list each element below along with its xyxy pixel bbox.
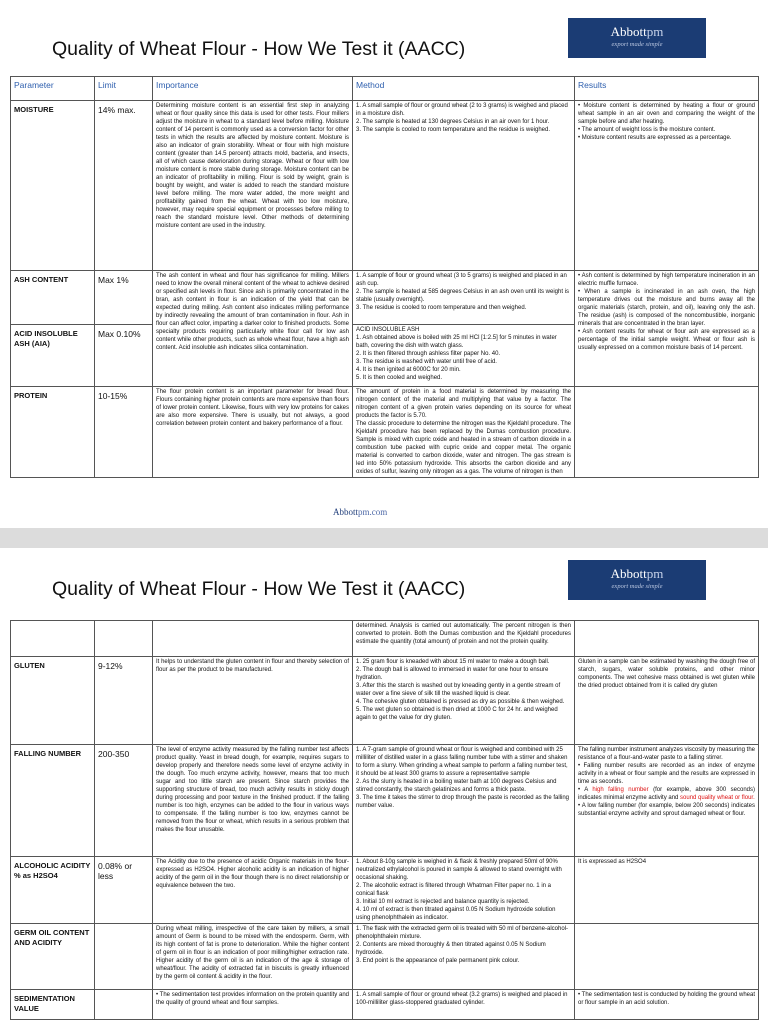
limit-cell: Max 1% bbox=[95, 271, 153, 325]
limit-cell bbox=[95, 924, 153, 990]
limit-cell: 14% max. bbox=[95, 101, 153, 271]
importance-cell: The Acidity due to the presence of acidic Organic materials in the flour- expressed as H2SO4. Higher alcoholic acidity is an indication of higher acidity of the germ oil in the flour though there is no direct relationship or equivalence between the two. bbox=[153, 857, 353, 924]
quality-table-2 bbox=[10, 620, 759, 1020]
highlight-text: sound quality wheat or flour. bbox=[680, 795, 755, 802]
abbottpm-logo bbox=[568, 560, 706, 600]
method-cell: 1. A small sample of flour or ground wheat (3.2 grams) is weighed and placed in 100-milliliter glass-stoppered graduated cylinder. bbox=[353, 990, 575, 1020]
param-cell: ALCOHOLIC ACIDITY % as H2SO4 bbox=[11, 857, 95, 924]
param-cell: ASH CONTENT bbox=[11, 271, 95, 325]
param-cell: GERM OIL CONTENT AND ACIDITY bbox=[11, 924, 95, 990]
importance-cell: The level of enzyme activity measured by the falling number test affects product quality. Yeast in bread dough, for example, requires sugars to develop properly and therefore needs some level of enzyme activity in the dough. Too much enzyme activity, however, means that too much sugar and too little starch are present. Since starch provides the supporting structure of bread, too much activity results in sticky dough during processing and poor texture in the finished product. If the falling number is too high, enzymes can be added to the flour in various ways to compensate. If the falling number is too low, enzymes cannot be removed from the flour or wheat, which results in a serious problem that makes the flour unusable. bbox=[153, 745, 353, 857]
logo-name-1: Abbott bbox=[610, 566, 647, 581]
results-text: The falling number instrument analyzes viscosity by measuring the resistance of a flour-and-water paste to a falling stirrer. • Falling number results are recorded as an index of enzyme activity in a wheat or flour sample and the results are expressed in time as seconds. • A bbox=[578, 747, 755, 794]
method-cell: 1. About 8-10g sample is weighed in & flask & freshly prepared 50ml of 90% neutralized ethylalcohol is poured in sample & allowed to stand overnight with occasional shaking. 2. The alcoholic extract is filtered through Whatman Filter paper no. 1 in a conical flask 3. Initial 10 ml extract is rejected and balance quantity is rejected. 4. 10 ml of extract is then titrated against 0.05 N Sodium hydroxide solution using phenolphthalein as indicator. bbox=[353, 857, 575, 924]
page-title: Quality of Wheat Flour - How We Test it (AACC) bbox=[52, 578, 466, 600]
method-cell: determined. Analysis is carried out automatically. The percent nitrogen is then converted to protein. Both the Dumas combustion and the Kjeldahl procedures estimate the quantity (total amount) of protein and not the protein quality. bbox=[353, 621, 575, 657]
limit-cell: 200-350 bbox=[95, 745, 153, 857]
highlight-text: high falling number bbox=[592, 787, 649, 794]
limit-cell: Max 0.10% bbox=[95, 325, 153, 387]
page-title: Quality of Wheat Flour - How We Test it (AACC) bbox=[52, 38, 466, 60]
table-header-row bbox=[11, 77, 759, 101]
results-cell: It is expressed as H2SO4 bbox=[575, 857, 759, 924]
method-cell: 1. A sample of flour or ground wheat (3 to 5 grams) is weighed and placed in an ash cup. 2. The sample is heated at 585 degrees Celsius in an ash oven until its weight is stable (usually overnight). 3. The residue is cooled to room temperature and then weighed. bbox=[353, 271, 575, 325]
limit-cell bbox=[95, 621, 153, 657]
param-cell: FALLING NUMBER bbox=[11, 745, 95, 857]
table-row bbox=[11, 990, 759, 1020]
importance-cell: Determining moisture content is an essential first step in analyzing wheat or flour quality since this data is used for other tests. Flour millers adjust the moisture in wheat to a standard level before milling. Moisture content of 14 percent is commonly used as a conversion factor for other tests in which the results are affected by moisture content. Moisture is also an indicator of grain storability. Wheat or flour with high moisture content (greater than 14.5 percent) attracts mold, bacteria, and insects, all of which cause deterioration during storage. Wheat or flour with low moisture content is more stable during storage. Moisture content can be an indicator of profitability in milling. Flour is sold by weight, grain is bought by weight, and water is added to reach the standard moisture level before milling. The more water added, the more weight and profitability gained from the wheat. Wheat with too low moisture, however, may require special equipment or processes before milling to reach the standard moisture level. Other methods of determining moisture content are used in the industry. bbox=[153, 101, 353, 271]
method-cell: 1. The flask with the extracted germ oil is treated with 50 ml of benzene-alcohol-phenolphthalein mixture. 2. Contents are mixed thoroughly & then titrated against 0.05 N Sodium hydroxide. 3. End point is the appearance of pale permanent pink colour. bbox=[353, 924, 575, 990]
method-cell: ACID INSOLUBLE ASH 1. Ash obtained above is boiled with 25 ml HCl [1:2.5] for 5 minutes in water bath, covering the dish with watch glass. 2. It is then filtered through ashless filter paper No. 40. 3. The residue is washed with water until free of acid. 4. It is then ignited at 6000C for 20 min. 5. It is then cooled and weighed. bbox=[353, 325, 575, 387]
method-cell: 1. A 7-gram sample of ground wheat or flour is weighed and combined with 25 milliliter of distilled water in a glass falling number tube with a stirrer and shaken to form a slurry. When grinding a wheat sample to perform a falling number test, it should be at least 300 grams to assure a representative sample 2. As the slurry is heated in a boiling water bath at 100 degrees Celsius and stirred constantly, the starch gelatinizes and forms a thick paste. 3. The time it takes the stirrer to drop through the paste is recorded as the falling number value. bbox=[353, 745, 575, 857]
importance-cell: The ash content in wheat and flour has significance for milling. Millers need to know the overall mineral content of the wheat to achieve desired or specified ash levels in flour. Since ash is primarily concentrated in the bran, ash content in flour is an indication of the yield that can be expected during milling. Ash content also indicates milling performance by indirectly revealing the amount of bran contamination in flour. Ash in flour can affect color, imparting a darker color to finished products. Some specialty products requiring particularly white flour call for low ash content while other products, such as whole wheat flour, have a high ash content. Acid insoluble ash indicates silica contamination. bbox=[153, 271, 353, 387]
method-cell: The amount of protein in a food material is determined by measuring the nitrogen content of the material and multiplying that value by a factor. The nitrogen content of a given protein varies depending on its source for wheat products the factor is 5.70. The classic procedure to determine the nitrogen was the Kjeldahl procedure. The Kjeldahl procedure has been replaced by the Dumas combustion procedure. Sample is mixed with cupric oxide and heated in a stream of carbon dioxide in a combustion tube packed with cupric oxide and copper metal. The organic material is converted to carbon dioxide, water and nitrogen. The gas stream is led into 50% potassium hydroxide. This absorbs the carbon dioxide and any oxides of sulfur, leaving only nitrogen as a gas. The volume of nitrogen is then bbox=[353, 387, 575, 478]
header-results: Results bbox=[575, 77, 759, 101]
importance-cell: It helps to understand the gluten content in flour and thereby selection of flour as per the product to be manufactured. bbox=[153, 657, 353, 745]
results-cell: • Ash content is determined by high temperature incineration in an electric muffle furnace. • When a sample is incinerated in an ash oven, the high temperature drives out the moisture and burns away all the organic materials (starch, protein, and oil), leaving only the ash. The residue (ash) is composed of the noncombustible, inorganic minerals that are concentrated in the bran layer. • Ash content results for wheat or flour ash are expressed as a percentage of the initial sample weight. Wheat or flour ash is usually expressed on a common moisture basis of 14 percent. bbox=[575, 271, 759, 387]
table-row bbox=[11, 101, 759, 271]
footer-website[interactable] bbox=[333, 507, 387, 517]
table-row bbox=[11, 857, 759, 924]
table-row bbox=[11, 621, 759, 657]
param-cell bbox=[11, 621, 95, 657]
limit-cell: 0.08% or less bbox=[95, 857, 153, 924]
table-row bbox=[11, 745, 759, 857]
header-parameter: Parameter bbox=[11, 77, 95, 101]
table-row bbox=[11, 924, 759, 990]
param-cell: GLUTEN bbox=[11, 657, 95, 745]
table-row bbox=[11, 657, 759, 745]
logo-tagline: export made simple bbox=[611, 583, 663, 590]
results-cell: • The sedimentation test is conducted by holding the ground wheat or flour sample in an acid solution. bbox=[575, 990, 759, 1020]
results-text: • A low falling number (for example, below 200 seconds) indicates substantial enzyme activity and sprout damaged wheat or flour. bbox=[578, 803, 755, 818]
logo-tagline: export made simple bbox=[611, 41, 663, 48]
header-limit: Limit bbox=[95, 77, 153, 101]
importance-cell: During wheat milling, irrespective of the care taken by millers, a small amount of Germ is bound to be mixed with the endosperm. Germ, with its high content of fat is prone to deterioration. While the higher content of germ oil in flour is an indication of poor milling/higher extraction rate. Higher acidity of the germ oil is an indication of the age & storage of wheat/flour. The acidity of extracted fat in biscuits is greatly influenced by the germ oil content & acidity in the flour. bbox=[153, 924, 353, 990]
param-cell: SEDIMENTATION VALUE bbox=[11, 990, 95, 1020]
limit-cell bbox=[95, 990, 153, 1020]
header-method: Method bbox=[353, 77, 575, 101]
footer-2: pm.com bbox=[358, 507, 388, 517]
method-cell: 1. 25 gram flour is kneaded with about 15 ml water to make a dough ball. 2. The dough ball is allowed to immersed in water for one hour to ensure hydration. 3. After this the starch is washed out by kneading gently in a gentle stream of water over a fine sieve of silk till the washed liquid is clear. 4. The cohesive gluten obtained is pressed as dry as possible & then weighed. 5. The wet gluten so obtained is then dried at 1000 C for 24 hr. and weighed again to get the value for dry gluten. bbox=[353, 657, 575, 745]
table-row bbox=[11, 387, 759, 478]
importance-cell: The flour protein content is an important parameter for bread flour. Flours containing higher protein contents are more expensive than flours of lower protein content. Likewise, flours with very low proteins for cakes are also more expensive. There is usually, but not always, a good correlation between protein content and bakery performance of a flour. bbox=[153, 387, 353, 478]
logo-name-2: pm bbox=[646, 566, 664, 581]
results-cell: • Moisture content is determined by heating a flour or ground wheat sample in an air oven and comparing the weight of the sample before and after heating. • The amount of weight loss is the moisture content. • Moisture content results are expressed as a percentage. bbox=[575, 101, 759, 271]
results-cell bbox=[575, 745, 759, 857]
table-row bbox=[11, 271, 759, 325]
logo-name-1: Abbott bbox=[610, 24, 647, 39]
results-cell bbox=[575, 621, 759, 657]
results-cell bbox=[575, 924, 759, 990]
importance-cell: • The sedimentation test provides information on the protein quantity and the quality of ground wheat and flour samples. bbox=[153, 990, 353, 1020]
param-cell: ACID INSOLUBLE ASH (AIA) bbox=[11, 325, 95, 387]
param-cell: PROTEIN bbox=[11, 387, 95, 478]
header-importance: Importance bbox=[153, 77, 353, 101]
logo-name-2: pm bbox=[646, 24, 664, 39]
abbottpm-logo bbox=[568, 18, 706, 58]
importance-cell bbox=[153, 621, 353, 657]
limit-cell: 9-12% bbox=[95, 657, 153, 745]
footer-1: Abbott bbox=[333, 507, 359, 517]
results-cell: Gluten in a sample can be estimated by washing the dough free of starch, sugars, water soluble proteins, and other minor components. The wet cohesive mass obtained is wet gluten while the dried product obtained from it is called dry gluten bbox=[575, 657, 759, 745]
quality-table-1 bbox=[10, 76, 759, 478]
slide-2 bbox=[0, 548, 768, 1024]
limit-cell: 10-15% bbox=[95, 387, 153, 478]
method-cell: 1. A small sample of flour or ground wheat (2 to 3 grams) is weighed and placed in a moisture dish. 2. The sample is heated at 130 degrees Celsius in an air oven for 1 hour. 3. The sample is cooled to room temperature and the residue is weighed. bbox=[353, 101, 575, 271]
results-text: (for example, above 300 seconds) indicates minimal enzyme activity and bbox=[578, 787, 755, 802]
results-cell bbox=[575, 387, 759, 478]
param-cell: MOISTURE bbox=[11, 101, 95, 271]
